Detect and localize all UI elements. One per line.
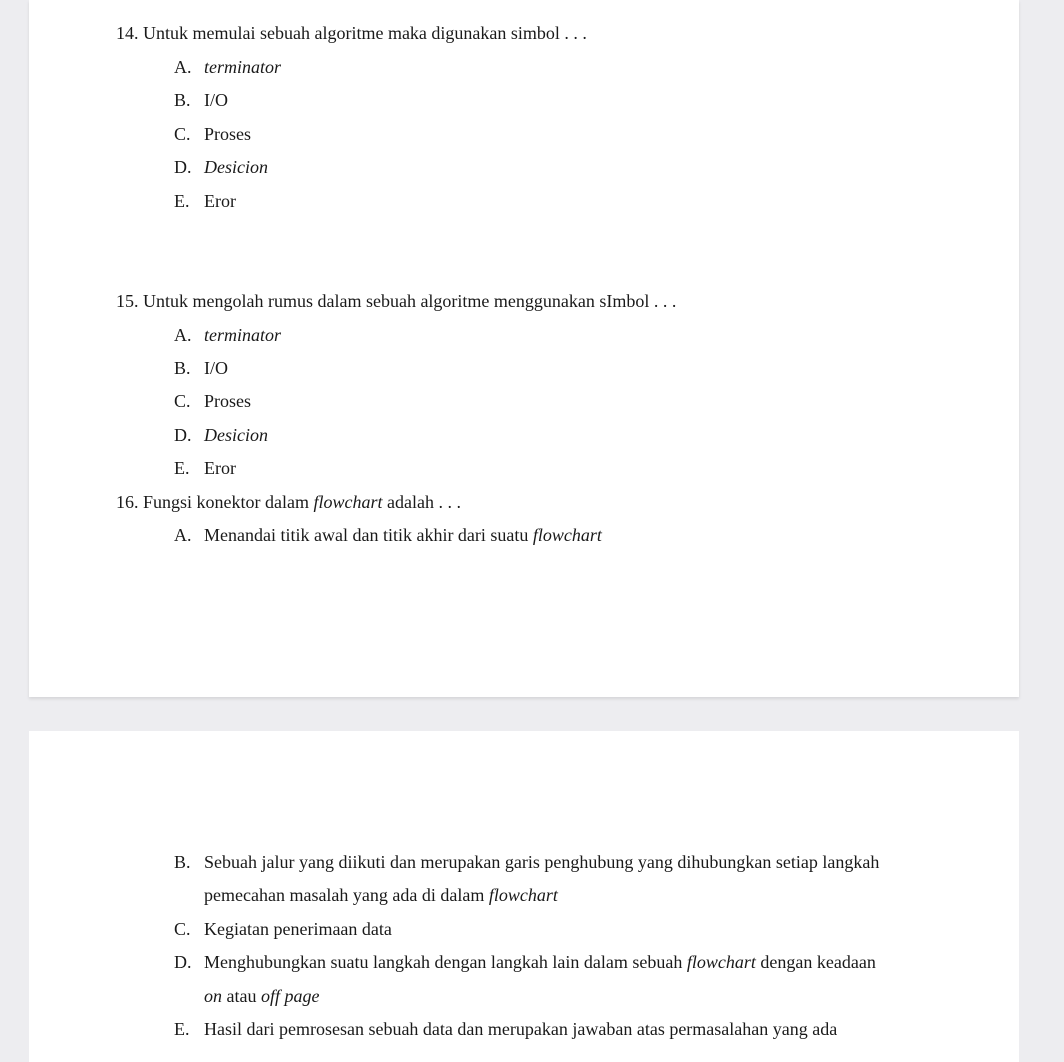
question-14-stem: 14. Untuk memulai sebuah algoritme maka digunakan simbol . . . xyxy=(116,23,587,43)
question-14-option-b: B. I/O xyxy=(174,90,228,110)
question-16-option-e: E. Hasil dari pemrosesan sebuah data dan merupakan jawaban atas permasalahan yang ada xyxy=(174,1019,838,1039)
question-14-option-d: D. Desicion xyxy=(174,157,268,177)
question-15-option-d: D. Desicion xyxy=(174,425,268,445)
question-16-option-a: A. Menandai titik awal dan titik akhir dari suatu flowchart xyxy=(174,525,602,545)
question-16-option-d: D. Menghubungkan suatu langkah dengan langkah lain dalam sebuah flowchart dengan keadaan xyxy=(174,952,876,972)
question-15-option-c: C. Proses xyxy=(174,391,252,411)
question-16-option-b: B. Sebuah jalur yang diikuti dan merupakan garis penghubung yang dihubungkan setiap langkah xyxy=(174,852,880,872)
question-14-option-c: C. Proses xyxy=(174,124,252,144)
question-15-option-b: B. I/O xyxy=(174,358,228,378)
question-15-stem: 15. Untuk mengolah rumus dalam sebuah algoritme menggunakan sImbol . . . xyxy=(116,291,677,311)
question-16-option-c: C. Kegiatan penerimaan data xyxy=(174,919,392,939)
question-15-option-a: A. terminator xyxy=(174,325,282,345)
question-14-option-a: A. terminator xyxy=(174,57,282,77)
question-14-option-e: E. Eror xyxy=(174,191,236,211)
question-15-option-e: E. Eror xyxy=(174,458,236,478)
question-16-stem: 16. Fungsi konektor dalam flowchart adalah . . . xyxy=(116,492,461,512)
